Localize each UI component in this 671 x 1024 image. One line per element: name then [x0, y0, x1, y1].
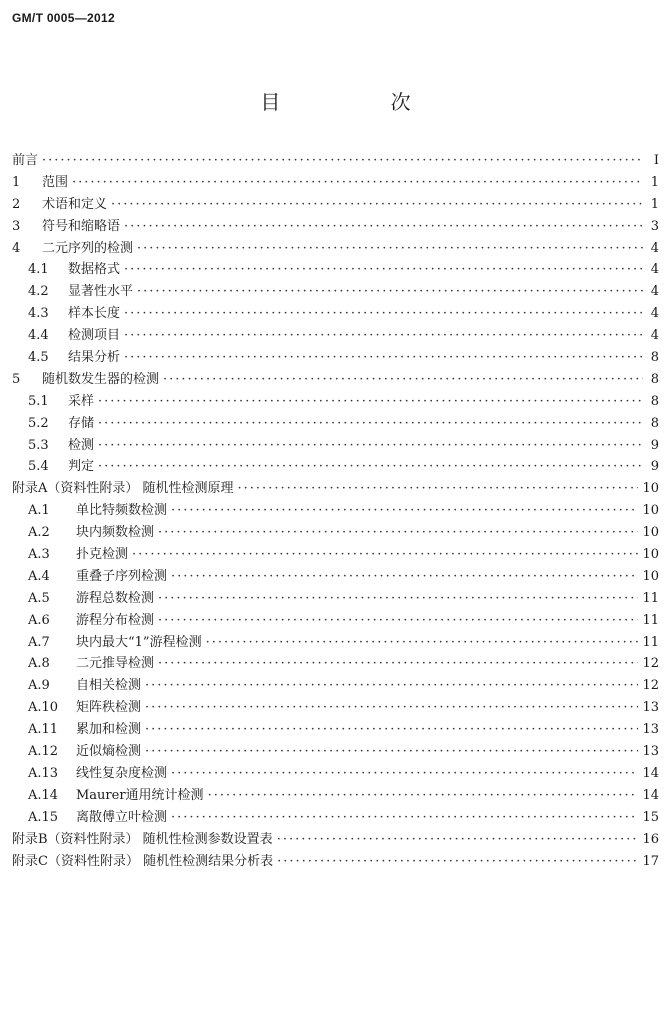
toc-entry[interactable]: [12, 829, 659, 851]
toc-entry[interactable]: [12, 325, 659, 347]
toc-leader-dots: [163, 369, 643, 391]
toc-entry[interactable]: [12, 675, 659, 697]
toc-entry[interactable]: [12, 566, 659, 588]
toc-entry-number: 5: [12, 371, 21, 387]
toc-entry[interactable]: [12, 303, 659, 325]
toc-entry-page: 8: [650, 393, 659, 409]
toc-entry-label: 游程总数检测: [76, 590, 155, 606]
toc-entry-page: 10: [642, 547, 659, 563]
toc-leader-dots: [277, 829, 639, 851]
page-title: 目 次: [260, 90, 463, 114]
toc-leader-dots: [98, 435, 643, 457]
toc-entry-label: 矩阵秩检测: [76, 700, 142, 716]
toc-leader-dots: [208, 785, 639, 807]
toc-entry-number: 5.1: [28, 393, 49, 409]
toc-entry[interactable]: [12, 456, 659, 478]
toc-entry-label: 离散傅立叶检测: [76, 809, 168, 825]
toc-entry-number: 1: [12, 174, 21, 190]
toc-entry-label: Maurer通用统计检测: [76, 787, 204, 803]
toc-leader-dots: [158, 522, 638, 544]
toc-entry[interactable]: [12, 172, 659, 194]
toc-entry-label: 符号和缩略语: [42, 218, 121, 234]
toc-entry-number: A.12: [28, 744, 59, 760]
toc-entry[interactable]: [12, 719, 659, 741]
toc-entry-page: 10: [642, 481, 659, 497]
toc-entry-number: 3: [12, 218, 21, 234]
toc-entry-label: 线性复杂度检测: [76, 765, 168, 781]
toc-entry-label: 随机数发生器的检测: [42, 371, 160, 387]
toc-entry[interactable]: [12, 610, 659, 632]
toc-entry-page: 16: [642, 831, 659, 847]
toc-entry-page: 9: [650, 459, 659, 475]
toc-entry-number: A.9: [28, 678, 50, 694]
toc-entry-page: 4: [650, 284, 659, 300]
toc-entry-page: 10: [642, 525, 659, 541]
toc-entry-page: 12: [642, 656, 659, 672]
toc-entry-page: 4: [650, 328, 659, 344]
toc-leader-dots: [158, 610, 638, 632]
toc-entry-number: 2: [12, 196, 21, 212]
toc-entry-number: 4.2: [28, 284, 49, 300]
toc-leader-dots: [238, 478, 639, 500]
toc-entry-label: 近似熵检测: [76, 744, 142, 760]
toc-entry[interactable]: [12, 741, 659, 763]
toc-entry-label: 块内最大“1”游程检测: [76, 634, 202, 650]
toc-entry[interactable]: [12, 259, 659, 281]
toc-leader-dots: [137, 281, 643, 303]
toc-entry[interactable]: [12, 851, 659, 873]
toc-leader-dots: [158, 653, 638, 675]
toc-entry-number: A.8: [28, 656, 50, 672]
toc-entry-page: 11: [642, 612, 659, 628]
toc-entry-number: 5.3: [28, 437, 49, 453]
toc-entry-label: 显著性水平: [68, 284, 134, 300]
toc-leader-dots: [171, 807, 638, 829]
toc-leader-dots: [124, 347, 643, 369]
toc-leader-dots: [98, 456, 643, 478]
toc-entry-page: 15: [642, 809, 659, 825]
toc-entry-number: 4.3: [28, 306, 49, 322]
toc-entry[interactable]: [12, 216, 659, 238]
toc-entry-label: 样本长度: [68, 306, 121, 322]
toc-entry[interactable]: [12, 238, 659, 260]
toc-entry[interactable]: [12, 785, 659, 807]
toc-leader-dots: [137, 238, 643, 260]
toc-entry-page: 14: [642, 765, 659, 781]
toc-leader-dots: [98, 391, 643, 413]
document-code: GM/T 0005—2012: [12, 11, 115, 25]
toc-entry-number: 4.5: [28, 350, 49, 366]
toc-entry[interactable]: [12, 391, 659, 413]
toc-entry-page: 4: [650, 262, 659, 278]
toc-entry-number: A.6: [28, 612, 50, 628]
toc-leader-dots: [277, 851, 638, 873]
toc-entry-page: 9: [650, 437, 659, 453]
toc-entry-page: 11: [642, 590, 659, 606]
toc-entry-number: A.2: [28, 525, 50, 541]
toc-entry[interactable]: [12, 150, 659, 172]
toc-leader-dots: [145, 675, 638, 697]
toc-entry-number: A.11: [28, 722, 59, 738]
toc-entry-label: 附录C（资料性附录） 随机性检测结果分析表: [12, 853, 274, 869]
toc-entry[interactable]: [12, 588, 659, 610]
toc-entry-number: A.15: [28, 809, 59, 825]
toc-entry-label: 采样: [68, 393, 95, 409]
toc-entry-label: 块内频数检测: [76, 525, 155, 541]
toc-leader-dots: [42, 150, 643, 172]
toc-entry[interactable]: [12, 632, 659, 654]
toc-entry-label: 术语和定义: [42, 196, 108, 212]
toc-entry-number: 4.4: [28, 328, 49, 344]
toc-entry[interactable]: [12, 281, 659, 303]
toc-entry[interactable]: [12, 544, 659, 566]
toc-entry-label: 二元序列的检测: [42, 240, 134, 256]
toc-entry-label: 扑克检测: [76, 547, 129, 563]
toc-leader-dots: [171, 566, 638, 588]
toc-entry-page: 1: [650, 196, 659, 212]
toc-entry-number: 4.1: [28, 262, 49, 278]
toc-entry-page: 4: [650, 240, 659, 256]
toc-entry-label: 二元推导检测: [76, 656, 155, 672]
toc-entry-number: A.1: [28, 503, 50, 519]
toc-leader-dots: [124, 303, 643, 325]
toc-leader-dots: [132, 544, 638, 566]
toc-leader-dots: [145, 741, 638, 763]
toc-entry-label: 检测项目: [68, 328, 121, 344]
table-of-contents: [12, 150, 659, 872]
toc-entry[interactable]: [12, 413, 659, 435]
toc-entry-number: A.10: [28, 700, 59, 716]
toc-entry-page: 8: [650, 371, 659, 387]
toc-entry-page: 11: [642, 634, 659, 650]
toc-entry-page: 12: [642, 678, 659, 694]
toc-entry-label: 数据格式: [68, 262, 121, 278]
toc-leader-dots: [206, 632, 639, 654]
toc-leader-dots: [72, 172, 643, 194]
toc-entry-page: 13: [642, 744, 659, 760]
toc-entry-number: A.5: [28, 590, 50, 606]
toc-leader-dots: [124, 325, 643, 347]
toc-leader-dots: [158, 588, 638, 610]
toc-entry[interactable]: [12, 522, 659, 544]
toc-entry-label: 判定: [68, 459, 95, 475]
toc-entry-page: 8: [650, 415, 659, 431]
toc-entry[interactable]: [12, 435, 659, 457]
toc-entry-number: 5.4: [28, 459, 49, 475]
toc-leader-dots: [111, 194, 643, 216]
toc-entry-label: 累加和检测: [76, 722, 142, 738]
toc-entry-label: 附录A（资料性附录） 随机性检测原理: [12, 481, 234, 497]
toc-entry-label: 检测: [68, 437, 95, 453]
toc-entry-label: 附录B（资料性附录） 随机性检测参数设置表: [12, 831, 273, 847]
toc-entry-number: A.14: [28, 787, 59, 803]
toc-entry-page: 8: [650, 350, 659, 366]
toc-entry-page: 10: [642, 503, 659, 519]
toc-entry-label: 游程分布检测: [76, 612, 155, 628]
toc-entry-label: 单比特频数检测: [76, 503, 168, 519]
toc-entry-page: Ⅰ: [653, 153, 659, 168]
toc-leader-dots: [124, 259, 643, 281]
toc-entry-page: 1: [650, 174, 659, 190]
toc-leader-dots: [171, 500, 638, 522]
toc-leader-dots: [124, 216, 643, 238]
toc-entry-page: 17: [642, 853, 659, 869]
toc-entry-number: 5.2: [28, 415, 49, 431]
toc-entry-label: 结果分析: [68, 350, 121, 366]
toc-entry[interactable]: [12, 369, 659, 391]
toc-entry-page: 13: [642, 700, 659, 716]
toc-entry-page: 10: [642, 568, 659, 584]
toc-entry[interactable]: [12, 500, 659, 522]
toc-entry-label: 自相关检测: [76, 678, 142, 694]
toc-entry-label: 存储: [68, 415, 95, 431]
toc-entry[interactable]: [12, 478, 659, 500]
toc-entry-label: 重叠子序列检测: [76, 568, 168, 584]
toc-entry[interactable]: [12, 697, 659, 719]
toc-entry-number: A.7: [28, 634, 50, 650]
toc-entry-number: 4: [12, 240, 21, 256]
toc-entry-page: 13: [642, 722, 659, 738]
toc-leader-dots: [145, 719, 638, 741]
toc-entry[interactable]: [12, 194, 659, 216]
toc-entry[interactable]: [12, 653, 659, 675]
toc-entry-page: 4: [650, 306, 659, 322]
toc-entry-page: 3: [650, 218, 659, 234]
toc-entry-label: 前言: [12, 153, 39, 168]
toc-entry[interactable]: [12, 807, 659, 829]
toc-entry-label: 范围: [42, 174, 69, 190]
toc-leader-dots: [171, 763, 638, 785]
toc-entry-number: A.4: [28, 568, 50, 584]
toc-entry-page: 14: [642, 787, 659, 803]
toc-entry-number: A.13: [28, 765, 59, 781]
toc-leader-dots: [145, 697, 638, 719]
toc-entry-number: A.3: [28, 547, 50, 563]
toc-entry[interactable]: [12, 347, 659, 369]
toc-leader-dots: [98, 413, 643, 435]
toc-entry[interactable]: [12, 763, 659, 785]
